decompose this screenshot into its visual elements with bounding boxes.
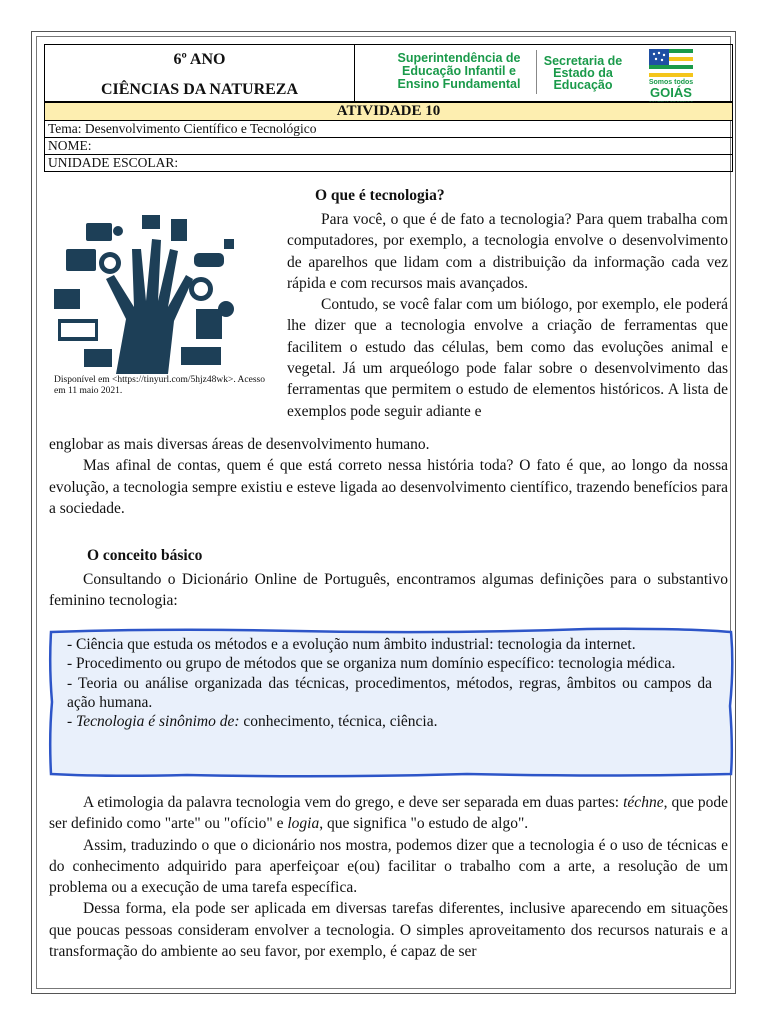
logo-small-text: Somos todos (648, 79, 694, 86)
synonym-label: - Tecnologia é sinônimo de: (67, 713, 240, 731)
section-title-basic-concept: O conceito básico (87, 547, 203, 564)
intro-column (287, 209, 728, 422)
paragraph: Dessa forma, ela pode ser aplicada em diversas tarefas diferentes, inclusive aparecendo em situações que poucas pessoas consideram envolver a tecnologia. O simples aproveitamento dos recursos naturais e a transformação do ambiente ao seu favor, por exemplo, é capaz de ser (49, 900, 728, 961)
org-right-line: Estado da (553, 66, 613, 80)
name-row: NOME: (44, 138, 733, 155)
activity-title: ATIVIDADE 10 (44, 102, 733, 121)
header-left (45, 45, 355, 101)
subject-label: CIÊNCIAS DA NATUREZA (100, 81, 299, 98)
text-span: , que pode ser definido como "arte" ou "ofício" e (49, 794, 728, 833)
header-box (44, 44, 733, 102)
definitions-list (67, 635, 712, 731)
logo-big-text: GOIÁS (650, 85, 692, 100)
section-title-what-is-technology: O que é tecnologia? (315, 187, 445, 204)
paragraph: Consultando o Dicionário Online de Português, encontramos algumas definições para o substantivo feminino tecnologia: (49, 571, 728, 610)
logo-divider (536, 50, 537, 94)
grade-label: 6º ANO (173, 51, 226, 68)
paragraph: Mas afinal de contas, quem é que está correto nessa história toda? O fato é que, ao longo da nossa evolução, a tecnologia sempre existiu e esteve ligada ao desenvolvimento científico, trazendo benefícios para a sociedade. (49, 457, 728, 517)
page-frame (31, 31, 736, 994)
org-secretaria (543, 55, 623, 91)
header-logos (355, 45, 732, 101)
main-text-2 (49, 792, 728, 962)
org-left-line: Ensino Fundamental (397, 77, 521, 91)
text-span: A etimologia da palavra tecnologia vem do grego, e deve ser separada em duas partes: (83, 794, 624, 811)
org-right-line: Educação (553, 78, 613, 92)
theme-row: Tema: Desenvolvimento Científico e Tecnológico (44, 121, 733, 138)
image-caption: Disponível em <https://tinyurl.com/5hjz48wk>. Acesso em 11 maio 2021. (54, 375, 265, 396)
definition-item (67, 712, 712, 731)
text-span: , que significa "o estudo de algo". (319, 815, 529, 833)
paragraph (49, 792, 728, 835)
org-superintendencia (393, 52, 525, 91)
concept-intro (49, 569, 728, 612)
definition-item: - Teoria ou análise organizada das técnicas, procedimentos, métodos, regras, âmbitos ou campos da ação humana. (67, 674, 712, 711)
definition-item: - Ciência que estuda os métodos e a evolução num âmbito industrial: tecnologia da internet. (67, 636, 636, 653)
synonym-value: conhecimento, técnica, ciência. (239, 713, 438, 731)
school-row: UNIDADE ESCOLAR: (44, 155, 733, 172)
org-left-line: Educação Infantil e (402, 64, 516, 78)
term-techne: téchne (623, 794, 664, 811)
paragraph: englobar as mais diversas áreas de desenvolvimento humano. (49, 436, 430, 453)
term-logia: logia (287, 815, 320, 833)
org-left-line: Superintendência de (397, 51, 521, 65)
paragraph: Para você, o que é de fato a tecnologia? Para quem trabalha com computadores, por exemplo, a tecnologia envolve o desenvolvimento de aparelhos que lidam com a distribuição da informação cada vez rápida e com recursos mais avançados. (287, 211, 728, 292)
definition-item: - Procedimento ou grupo de métodos que se organiza num domínio específico: tecnologia médica. (67, 655, 676, 673)
technology-hand-illustration-icon (46, 209, 246, 374)
paragraph: Assim, traduzindo o que o dicionário nos mostra, podemos dizer que a tecnologia é o uso de técnicas e do conhecimento adquirido para aperfeiçoar e(ou) facilitar o trabalho com a arte, a resolução de um problema ou a execução de uma tarefa específica. (49, 836, 728, 897)
page-inner-frame (36, 36, 731, 989)
paragraph: Contudo, se você falar com um biólogo, por exemplo, ele poderá lhe dizer que a tecnologia envolve a criação de ferramentas que facilitem o estudo das células, bem como das evoluções animal e vegetal. Já um arqueólogo pode falar sobre o desenvolvimento das ferramentas que permitem o estudo de elementos históricos. A lista de exemplos pode seguir adiante e (287, 296, 728, 420)
org-right-line: Secretaria de (543, 54, 623, 68)
main-text-1 (49, 434, 728, 519)
